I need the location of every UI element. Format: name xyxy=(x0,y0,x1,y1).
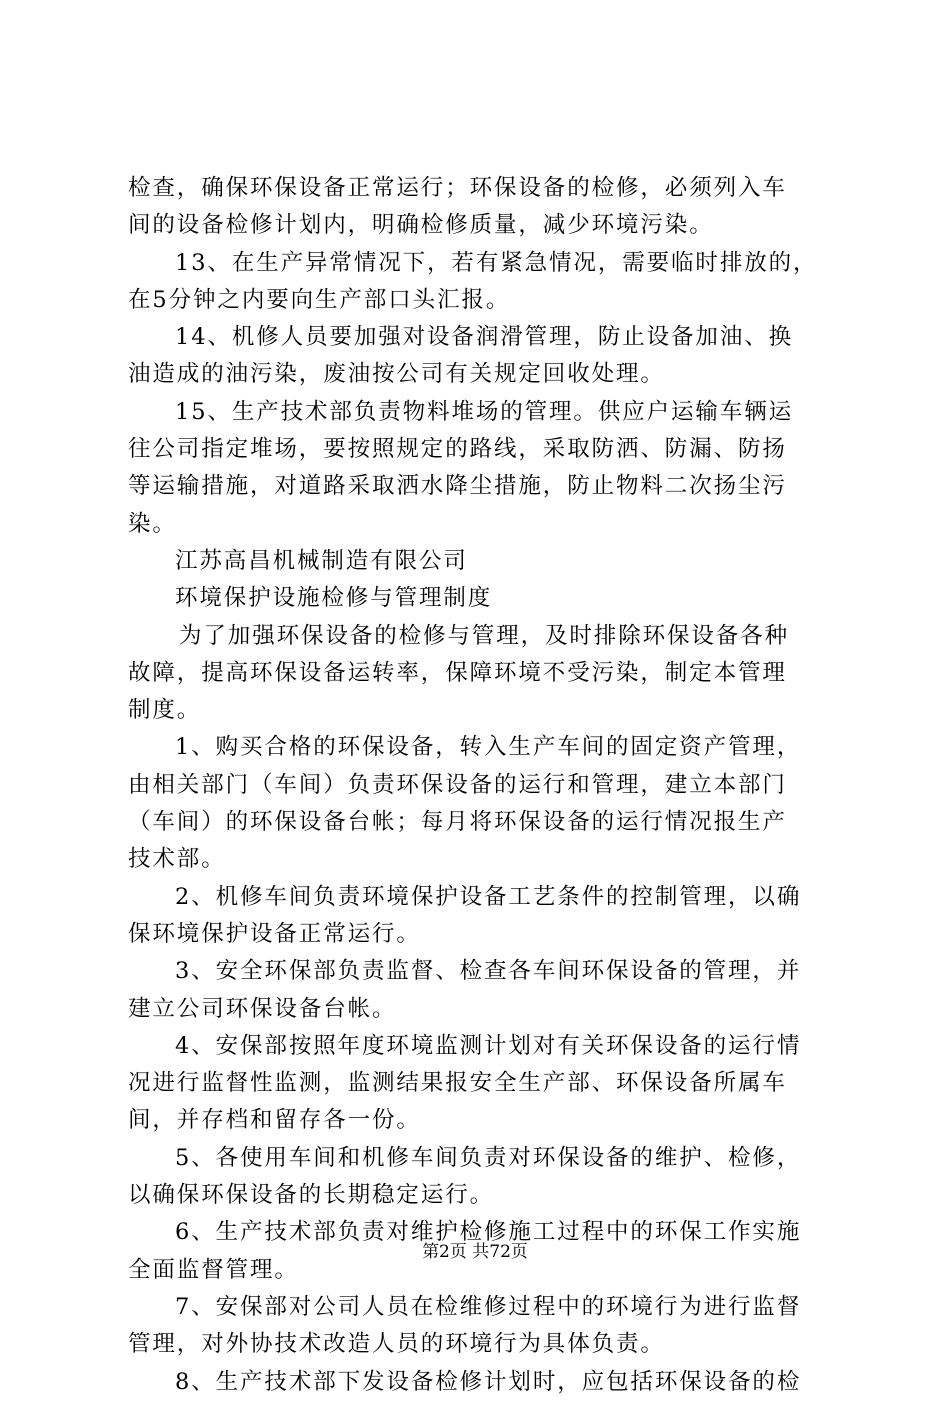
text-line: 由相关部门（车间）负责环保设备的运行和管理，建立本部门 xyxy=(128,771,787,798)
text-line: 13、在生产异常情况下，若有紧急情况，需要临时排放的， xyxy=(175,249,818,276)
text-line: 间，并存档和留存各一份。 xyxy=(128,1107,421,1134)
document-body xyxy=(128,170,834,1401)
text-line: 15、生产技术部负责物料堆场的管理。供应户运输车辆运 xyxy=(175,398,794,425)
text-line: 管理，对外协技术改造人员的环境行为具体负责。 xyxy=(128,1331,665,1358)
text-line: 检查，确保环保设备正常运行；环保设备的检修，必须列入车 xyxy=(128,175,787,201)
text-line: 建立公司环保设备台帐。 xyxy=(128,995,397,1022)
text-line: 往公司指定堆场，要按照规定的路线，采取防洒、防漏、防扬 xyxy=(128,436,787,463)
page-footer xyxy=(0,1240,950,1264)
text-line: 制度。 xyxy=(128,697,202,724)
text-line: 染。 xyxy=(128,510,177,537)
text-line: 6、生产技术部负责对维护检修施工过程中的环保工作实施 xyxy=(175,1219,802,1246)
text-line: 3、安全环保部负责监督、检查各车间环保设备的管理，并 xyxy=(175,958,802,985)
company-name: 江苏高昌机械制造有限公司 xyxy=(175,547,468,574)
text-line: 8、生产技术部下发设备检修计划时，应包括环保设备的检 xyxy=(175,1368,802,1395)
text-line: 保环境保护设备正常运行。 xyxy=(128,920,421,947)
text-line: 油造成的油污染，废油按公司有关规定回收处理。 xyxy=(128,361,665,388)
text-line: 在5分钟之内要向生产部口头汇报。 xyxy=(128,286,511,313)
page-number: 第2页 共72页 xyxy=(422,1242,528,1262)
text-line: 4、安保部按照年度环境监测计划对有关环保设备的运行情 xyxy=(175,1032,802,1059)
text-line: 14、机修人员要加强对设备润滑管理，防止设备加油、换 xyxy=(175,324,794,351)
text-line: （车间）的环保设备台帐；每月将环保设备的运行情况报生产 xyxy=(128,809,787,836)
text-line: 7、安保部对公司人员在检维修过程中的环境行为进行监督 xyxy=(175,1293,802,1320)
text-line: 以确保环保设备的长期稳定运行。 xyxy=(128,1182,495,1209)
text-line: 1、购买合格的环保设备，转入生产车间的固定资产管理， xyxy=(175,734,802,761)
section-title: 环境保护设施检修与管理制度 xyxy=(175,585,493,612)
text-line: 技术部。 xyxy=(128,846,226,873)
text-line: 全面监督管理。 xyxy=(128,1256,299,1283)
text-line: 2、机修车间负责环境保护设备工艺条件的控制管理，以确 xyxy=(175,883,802,910)
text-line: 间的设备检修计划内，明确检修质量，减少环境污染。 xyxy=(128,212,714,239)
text-line: 为了加强环保设备的检修与管理，及时排除环保设备各种 xyxy=(179,622,790,649)
text-line: 故障，提高环保设备运转率，保障环境不受污染，制定本管理 xyxy=(128,659,787,686)
text-line: 等运输措施，对道路采取洒水降尘措施，防止物料二次扬尘污 xyxy=(128,473,787,500)
text-line: 况进行监督性监测，监测结果报安全生产部、环保设备所属车 xyxy=(128,1070,787,1097)
text-line: 5、各使用车间和机修车间负责对环保设备的维护、检修， xyxy=(175,1144,802,1171)
